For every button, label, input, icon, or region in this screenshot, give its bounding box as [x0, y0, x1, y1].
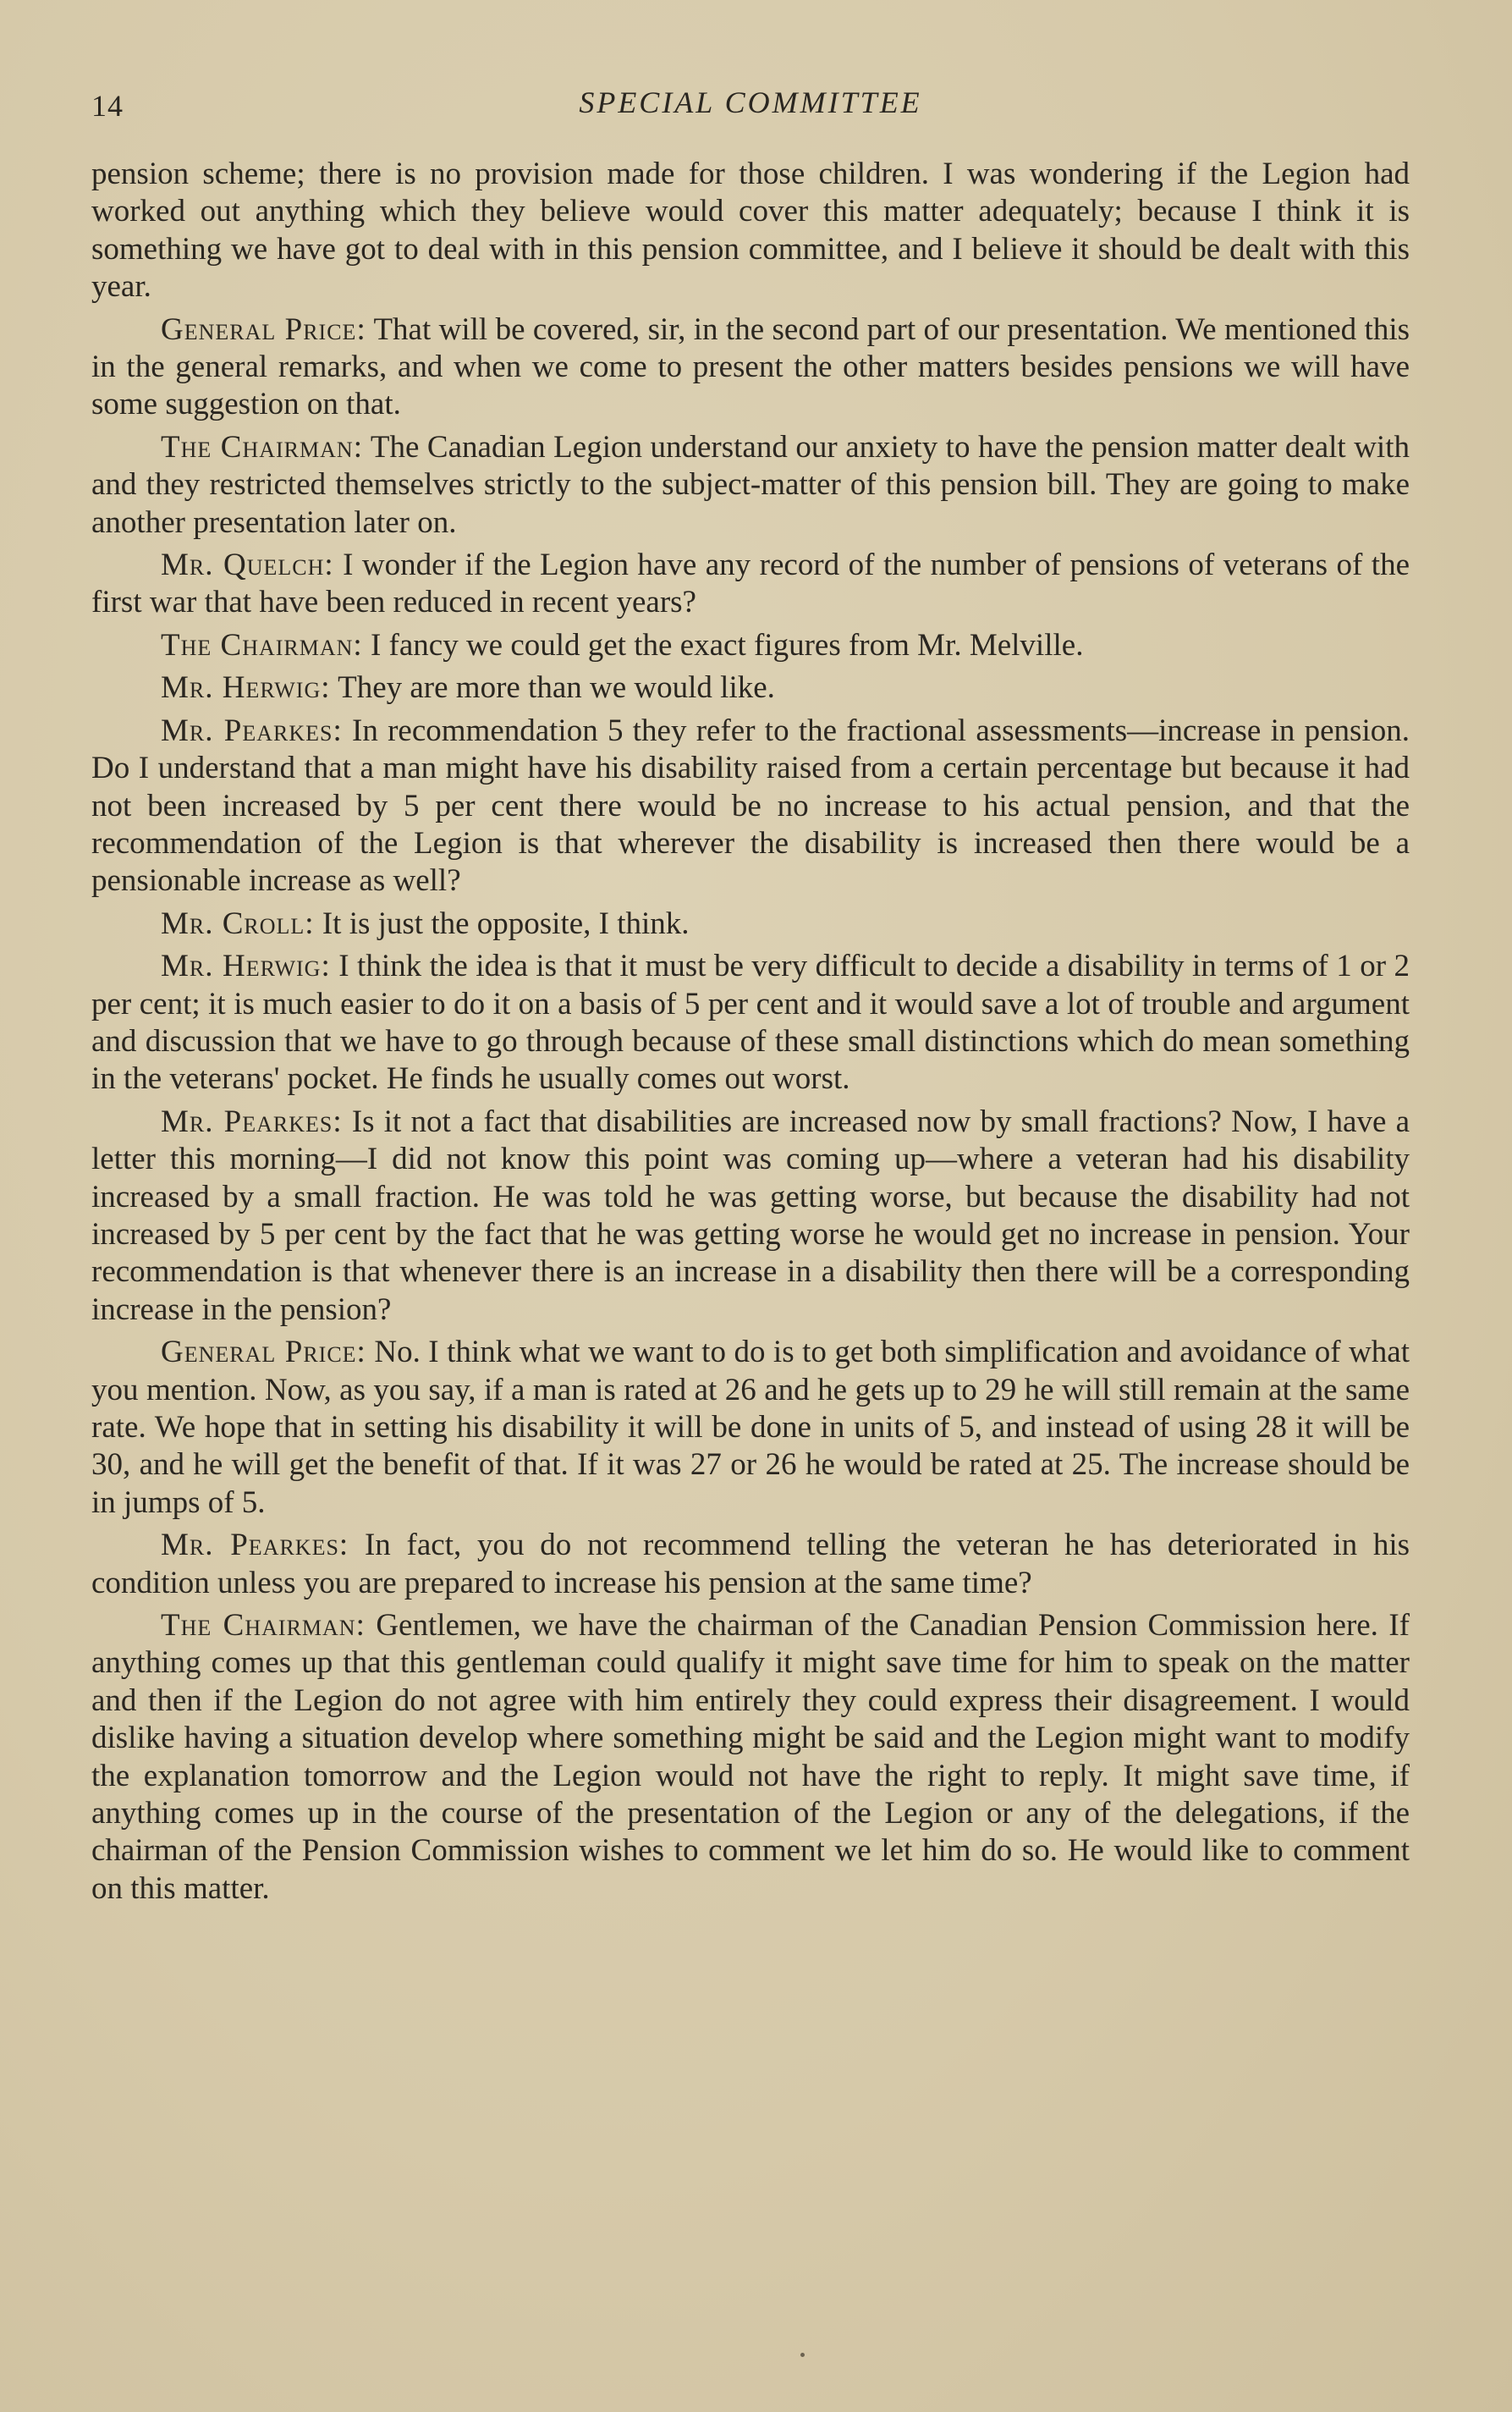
- speaker-name: General Price:: [161, 1335, 366, 1370]
- paragraph: [91, 627, 1410, 664]
- paragraph-text: The Canadian Legion understand our anxiety to have the pension matter dealt with and they restricted themselves strictly to the subject-matter of this pension bill. They are going to make another presentation later on.: [91, 429, 1410, 540]
- paper-speck: [800, 2353, 805, 2357]
- speaker-name: The Chairman:: [161, 1608, 366, 1644]
- paragraph: [91, 1527, 1410, 1602]
- page-header: [91, 78, 1410, 132]
- paragraph-text: That will be covered, sir, in the second part of our presentation. We mentioned this in the general remarks, and when we come to present the other matters besides pensions we will have some suggestion on that.: [91, 311, 1410, 422]
- body-text: [91, 156, 1410, 1908]
- speaker-name: Mr. Quelch:: [161, 548, 334, 583]
- speaker-name: The Chairman:: [161, 429, 363, 465]
- speaker-name: Mr. Herwig:: [161, 949, 331, 984]
- speaker-name: Mr. Croll:: [161, 906, 315, 941]
- speaker-name: Mr. Pearkes:: [161, 713, 343, 748]
- paragraph: [91, 669, 1410, 707]
- page-number: 14: [91, 89, 124, 123]
- paragraph: [91, 713, 1410, 900]
- paragraph: [91, 156, 1410, 306]
- paragraph-text: I wonder if the Legion have any record of the number of pensions of veterans of the first war that have been reduced in recent years?: [91, 548, 1410, 620]
- speaker-name: Mr. Pearkes:: [161, 1104, 343, 1139]
- speaker-name: General Price:: [161, 311, 366, 347]
- paragraph: [91, 1334, 1410, 1522]
- paragraph: [91, 429, 1410, 542]
- paragraph: [91, 1607, 1410, 1908]
- paragraph-text: In fact, you do not recommend telling the veteran he has deteriorated in his condition unless you are prepared to increase his pension at the same time?: [91, 1528, 1410, 1600]
- running-title: SPECIAL COMMITTEE: [579, 85, 922, 119]
- paragraph: [91, 547, 1410, 622]
- paragraph: [91, 906, 1410, 943]
- paragraph: [91, 948, 1410, 1099]
- document-page: [91, 78, 1410, 1913]
- paragraph-text: They are more than we would like.: [338, 670, 775, 706]
- paragraph-text: No. I think what we want to do is to get both simplification and avoidance of what you mention. Now, as you say, if a man is rated at 26 and he gets up to 29 he will still remain at the same rate. We hope that in setting his disability it will be done in units of 5, and instead of using 28 it will be 30, and he will get the benefit of that. If it was 27 or 26 he would be rated at 25. The increase should be in jumps of 5.: [91, 1335, 1410, 1520]
- paragraph-text: In recommendation 5 they refer to the fractional assessments—increase in pension. Do I understand that a man might have his disability raised from a certain percentage but because it had not been increased by 5 per cent there would be no increase to his actual pension, and that the recommendation of the Legion is that wherever the disability is increased then there would be a pensionable increase as well?: [91, 713, 1410, 899]
- paragraph-text: I think the idea is that it must be very difficult to decide a disability in terms of 1 or 2 per cent; it is much easier to do it on a basis of 5 per cent and it would save a lot of trouble and argument and discussion that we have to go through because of these small distinctions which do mean something in the veterans' pocket. He finds he usually comes out worst.: [91, 949, 1410, 1097]
- paragraph-text: pension scheme; there is no provision made for those children. I was wondering if the Legion had worked out anything which they believe would cover this matter adequately; because I think it is something we have got to deal with in this pension committee, and I believe it should be dealt with this year.: [91, 157, 1410, 305]
- speaker-name: Mr. Pearkes:: [161, 1528, 349, 1563]
- paragraph-text: It is just the opposite, I think.: [322, 906, 690, 941]
- speaker-name: Mr. Herwig:: [161, 670, 331, 706]
- paragraph-text: Gentlemen, we have the chairman of the Canadian Pension Commission here. If anything comes up that this gentleman could qualify it might save time for him to speak on the matter and then if the Legion do not agree with him entirely they could express their disagreement. I would dislike having a situation develop where something might be said and the Legion might want to modify the explanation tomorrow and the Legion would not have the right to reply. It might save time, if anything comes up in the course of the presentation of the Legion or any of the delegations, if the chairman of the Pension Commission wishes to comment we let him do so. He would like to comment on this matter.: [91, 1608, 1410, 1906]
- paragraph: [91, 311, 1410, 424]
- speaker-name: The Chairman:: [161, 627, 363, 663]
- paragraph-text: Is it not a fact that disabilities are increased now by small fractions? Now, I have a letter this morning—I did not know this point was coming up—where a veteran had his disability increased by a small fraction. He was told he was getting worse, but because the disability had not increased by 5 per cent by the fact that he was getting worse he would get no increase in pension. Your recommendation is that whenever there is an increase in a disability then there will be a corresponding increase in the pension?: [91, 1104, 1410, 1327]
- paragraph-text: I fancy we could get the exact figures from Mr. Melville.: [370, 627, 1084, 663]
- paragraph: [91, 1104, 1410, 1329]
